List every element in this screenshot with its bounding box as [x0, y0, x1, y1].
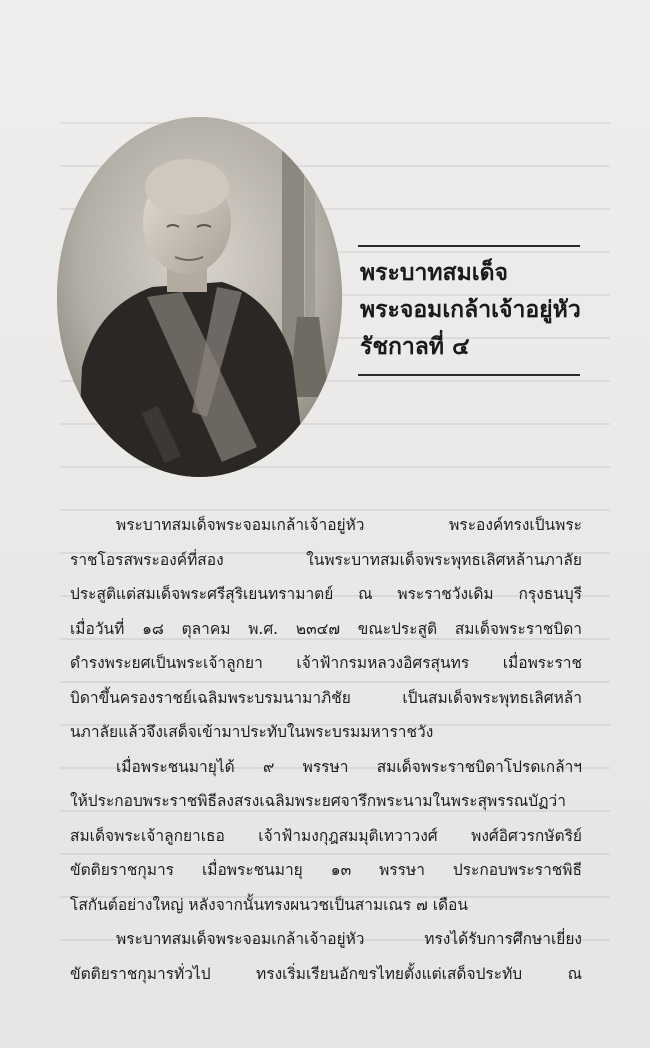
text-line: ขัตติยราชกุมาร เมื่อพระชนมายุ ๑๓ พรรษา ประกอบพระราชพิธี [70, 861, 582, 879]
portrait-photo [57, 117, 342, 477]
chapter-title [360, 255, 580, 366]
body-text [70, 508, 582, 991]
title-top-rule [358, 245, 580, 247]
text-line: ประสูติแต่สมเด็จพระศรีสุริเยนทรามาตย์ ณ พระราชวังเดิม กรุงธนบุรี [70, 585, 582, 603]
text-line: สมเด็จพระเจ้าลูกยาเธอ เจ้าฟ้ามงกุฎสมมุติเทวาวงศ์ พงศ์อิศวรกษัตริย์ [70, 826, 582, 845]
paragraph-2 [70, 750, 582, 923]
text-line: บิดาขึ้นครองราชย์เฉลิมพระบรมนามาภิชัย เป็นสมเด็จพระพุทธเลิศหล้า [70, 688, 582, 707]
text-line: ขัตติยราชกุมารทั่วไป ทรงเริ่มเรียนอักขรไทยตั้งแต่เสด็จประทับ ณ [70, 964, 582, 983]
text-line: เมื่อวันที่ ๑๘ ตุลาคม พ.ศ. ๒๓๔๗ ขณะประสูติ สมเด็จพระราชบิดา [70, 619, 582, 638]
paragraph-3 [70, 922, 582, 991]
text-line: ดำรงพระยศเป็นพระเจ้าลูกยา เจ้าฟ้ากรมหลวงอิศรสุนทร เมื่อพระราช [70, 654, 582, 672]
text-line: นภาลัยแล้วจึงเสด็จเข้ามาประทับในพระบรมมหาราชวัง [70, 723, 434, 741]
text-line: พระบาทสมเด็จพระจอมเกล้าเจ้าอยู่หัว ทรงได้รับการศึกษาเยี่ยง [116, 930, 582, 948]
text-line: เมื่อพระชนมายุได้ ๙ พรรษา สมเด็จพระราชบิดาโปรดเกล้าฯ [116, 757, 582, 776]
title-line: พระบาทสมเด็จ [360, 260, 509, 286]
text-line: ให้ประกอบพระราชพิธีลงสรงเฉลิมพระยศจารึกพระนามในพระสุพรรณบัฏว่า [70, 792, 566, 810]
paragraph-1 [70, 508, 582, 750]
chapter-title-block [358, 245, 580, 376]
title-line: พระจอมเกล้าเจ้าอยู่หัว [360, 297, 581, 323]
text-line: พระบาทสมเด็จพระจอมเกล้าเจ้าอยู่หัว พระองค์ทรงเป็นพระ [116, 516, 582, 534]
title-bottom-rule [358, 374, 580, 376]
text-line: ราชโอรสพระองค์ที่สอง ในพระบาทสมเด็จพระพุทธเลิศหล้านภาลัย [70, 550, 582, 569]
text-line: โสกันต์อย่างใหญ่ หลังจากนั้นทรงผนวชเป็นสามเณร ๗ เดือน [70, 895, 468, 914]
title-line: รัชกาลที่ ๔ [360, 334, 470, 360]
